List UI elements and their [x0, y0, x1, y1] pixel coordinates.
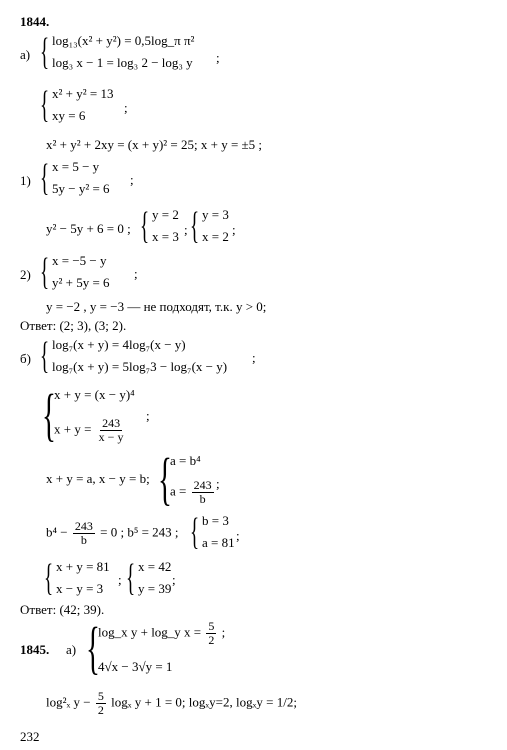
system-a-row-1: log₁₃(x² + y²) = 0,5log_π π²: [52, 33, 195, 48]
system-b3-row-2: a = 81: [202, 535, 235, 551]
problem-number-1845: 1845.: [20, 642, 50, 657]
brace-icon: {: [86, 615, 100, 680]
solution-1a-row-2: x = 3: [152, 229, 179, 245]
system-1845: [86, 615, 226, 680]
fraction-denominator: 2: [208, 633, 215, 648]
quadratic-1: y² − 5y + 6 = 0 ;: [46, 221, 131, 236]
brace-icon: {: [44, 557, 54, 599]
case-1-end: ;: [130, 172, 134, 187]
system-1845-row-1-left: log_x y + log_y x =: [98, 624, 202, 640]
system-final-1: [44, 558, 110, 598]
system-ab-row-1: a = b⁴: [170, 453, 201, 468]
fraction-5-over-2-b: [96, 690, 106, 717]
case-1-system: [40, 158, 110, 198]
system-1845-row-2: 4√x − 3√y = 1: [98, 659, 173, 675]
system-final-1-row-2: x − y = 3: [56, 581, 104, 597]
system-a-row-2: log₃ x − 1 = log₃ 2 − log₃ y: [52, 55, 193, 71]
case-2-row-2: y² + 5y = 6: [52, 275, 110, 291]
system-final-1-row-1: x + y = 81: [56, 559, 110, 574]
system-1845-row-1-end: ;: [221, 624, 226, 640]
problem-1845-part-a-label: а): [66, 642, 77, 657]
system-final-2-row-2: y = 39: [138, 581, 172, 597]
system-b2-row-2: [54, 417, 135, 444]
sum-line: x² + y² + 2xy = (x + y)² = 25; x + y = ±5 ;: [46, 137, 263, 152]
case-1-label: 1): [20, 173, 31, 188]
fraction-numerator: 5: [208, 619, 215, 633]
case-2-row-1: x = −5 − y: [52, 253, 107, 268]
system-b: [40, 336, 227, 376]
system-b2: [42, 382, 135, 447]
system-final-1-end: ;: [118, 572, 122, 587]
brace-icon: {: [190, 205, 200, 247]
brace-icon: {: [40, 335, 50, 377]
system-b2-end: ;: [146, 408, 150, 423]
system-final-2-row-1: x = 42: [138, 559, 172, 574]
fraction-denominator: x − y: [98, 429, 124, 444]
reject-line: y = −2 , y = −3 — не подходят, т.к. y > 0;: [46, 299, 267, 314]
brace-icon: {: [42, 382, 56, 447]
system-b-row-1: log₇(x + y) = 4log₇(x − y): [52, 337, 186, 352]
equation-b4-right: = 0 ; b⁵ = 243 ;: [100, 524, 179, 540]
equation-b4: [46, 520, 179, 547]
fraction-243-over-b: [192, 479, 214, 506]
system-a: [40, 32, 194, 72]
system-final-2: [126, 558, 171, 598]
fraction-numerator: 243: [102, 415, 121, 430]
case-2-label: 2): [20, 267, 31, 282]
case-1-row-2: 5y − y² = 6: [52, 181, 110, 197]
solution-1a: [140, 206, 179, 246]
solution-1b: [190, 206, 229, 246]
system-2: [40, 85, 113, 125]
brace-icon: {: [126, 557, 136, 599]
brace-icon: {: [40, 251, 50, 293]
substitution-line: x + y = a, x − y = b;: [46, 471, 150, 486]
system-a-end: ;: [216, 50, 220, 65]
fraction-numerator: 243: [193, 477, 212, 492]
brace-icon: {: [40, 31, 50, 73]
fraction-denominator: 2: [97, 703, 104, 718]
system-b3-end: ;: [236, 528, 240, 543]
fraction-243-over-x-minus-y: [97, 417, 126, 444]
part-a-label: а): [20, 47, 31, 62]
answer-a: Ответ: (2; 3), (3; 2).: [20, 318, 127, 333]
brace-icon: {: [158, 446, 172, 511]
system-ab-row-2-left: a =: [170, 483, 187, 499]
case-2-system: [40, 252, 110, 292]
solution-1a-row-1: y = 2: [152, 207, 179, 222]
equation-1845: [46, 690, 297, 717]
system-b-end: ;: [252, 350, 256, 365]
solution-1b-row-2: x = 2: [202, 229, 229, 245]
solution-1a-end: ;: [184, 222, 188, 237]
brace-icon: {: [140, 205, 150, 247]
system-2-end: ;: [124, 100, 128, 115]
system-ab-end: ;: [216, 476, 220, 491]
fraction-243-over-b-2: [73, 520, 95, 547]
fraction-denominator: b: [199, 491, 206, 506]
system-2-row-2: xy = 6: [52, 108, 86, 124]
equation-b4-left: b⁴ −: [46, 524, 68, 540]
fraction-numerator: 5: [97, 689, 104, 703]
system-ab-row-2: [170, 479, 216, 506]
system-b-row-2: log₇(x + y) = 5log₇3 − log₇(x − y): [52, 359, 228, 375]
solution-1b-end: ;: [232, 222, 236, 237]
equation-1845-left: log²ₓ y −: [46, 694, 91, 710]
brace-icon: {: [190, 511, 200, 553]
fraction-denominator: b: [80, 533, 87, 548]
system-b3: [190, 512, 235, 552]
system-ab: [158, 446, 216, 511]
problem-number-1844: 1844.: [20, 14, 50, 29]
system-final-2-end: ;: [172, 572, 176, 587]
equation-1845-right: logₓ y + 1 = 0; logₓy=2, logₓy = 1/2;: [111, 694, 297, 710]
brace-icon: {: [40, 157, 50, 199]
fraction-numerator: 243: [74, 519, 93, 533]
case-2-end: ;: [134, 266, 138, 281]
page-number: 232: [20, 729, 40, 744]
solution-1b-row-1: y = 3: [202, 207, 229, 222]
fraction-5-over-2: [206, 620, 216, 647]
system-1845-row-1: [98, 620, 225, 647]
system-b3-row-1: b = 3: [202, 513, 229, 528]
part-b-label: б): [20, 351, 31, 366]
case-1-row-1: x = 5 − y: [52, 159, 100, 174]
system-b2-row-1: x + y = (x − y)⁴: [54, 387, 135, 402]
system-2-row-1: x² + y² = 13: [52, 86, 114, 101]
answer-b: Ответ: (42; 39).: [20, 602, 105, 617]
brace-icon: {: [40, 84, 50, 126]
system-b2-row-2-left: x + y =: [54, 421, 92, 437]
